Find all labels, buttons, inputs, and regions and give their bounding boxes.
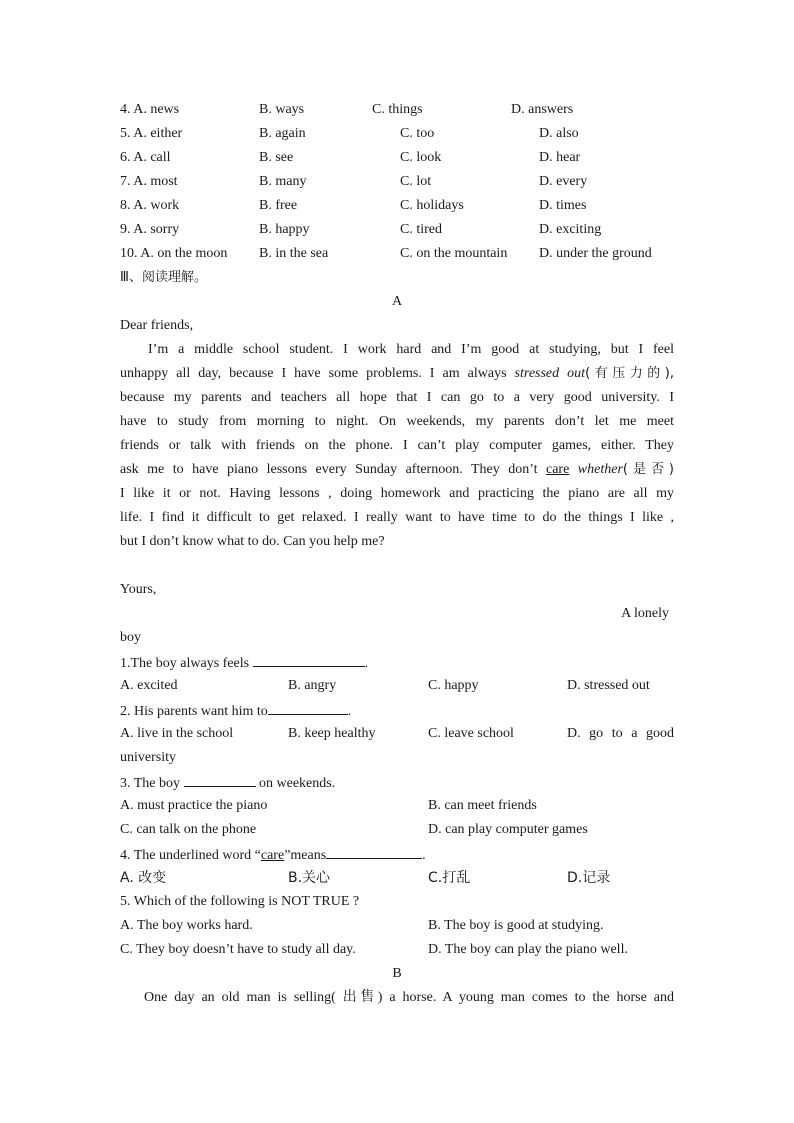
passage-line: have to study from morning to night. On weekends, my parents don’t let me meet	[120, 414, 674, 429]
question-stem: 3. The boy on weekends.	[120, 772, 335, 794]
whether-gloss: (是否)	[622, 462, 674, 477]
answer-blank[interactable]	[268, 700, 348, 715]
cloze-option-c: C. tired	[400, 222, 442, 237]
cloze-option-d: D. hear	[539, 150, 581, 165]
answer-option[interactable]: D. The boy can play the piano well.	[428, 942, 628, 957]
cloze-option-d: D. every	[539, 174, 588, 189]
question-stem: 1.The boy always feels .	[120, 652, 368, 674]
answer-option[interactable]: D. can play computer games	[428, 822, 588, 837]
answer-option[interactable]: A. excited	[120, 678, 178, 693]
answer-option[interactable]: D.记录	[567, 870, 611, 886]
cloze-option-a: 5. A. either	[120, 126, 183, 141]
passage-line: I like it or not. Having lessons , doing homework and practicing the piano are all my	[120, 486, 674, 501]
question-stem: 2. His parents want him to .	[120, 700, 351, 722]
answer-option[interactable]: B.关心	[288, 870, 331, 886]
answer-blank[interactable]	[326, 844, 422, 859]
question-stem: 4. The underlined word “care”means .	[120, 844, 426, 866]
cloze-option-c: C. holidays	[400, 198, 464, 213]
passage-b-body	[120, 986, 674, 1010]
cloze-option-b: B. ways	[259, 102, 305, 117]
answer-option[interactable]: A. The boy works hard.	[120, 918, 253, 933]
answer-option[interactable]: D. go to a good	[567, 726, 674, 741]
passage-line: ask me to have piano lessons every Sunday afternoon. They don’t care whether(是否)	[120, 462, 674, 477]
care-underlined: care	[546, 462, 570, 477]
cloze-option-d: D. also	[539, 126, 579, 141]
cloze-option-b: B. again	[259, 126, 306, 141]
passage-line: I’m a middle school student. I work hard and I’m good at studying, but I feel	[148, 342, 674, 357]
answer-option[interactable]: D. stressed out	[567, 678, 650, 693]
stressed-term: stressed out	[514, 366, 586, 381]
cloze-option-d: D. times	[539, 198, 587, 213]
cloze-option-c: C. look	[400, 150, 442, 165]
letter-greeting: Dear friends,	[120, 318, 194, 333]
passage-line: but I don’t know what to do. Can you help me?	[120, 534, 385, 549]
cloze-option-a: 7. A. most	[120, 174, 178, 189]
answer-option[interactable]: C. happy	[428, 678, 479, 693]
cloze-option-a: 4. A. news	[120, 102, 180, 117]
passage-line: One day an old man is selling( 出售) a horse. A young man comes to the horse and	[144, 990, 674, 1005]
answer-option[interactable]: A. must practice the piano	[120, 798, 268, 813]
answer-option[interactable]: B. can meet friends	[428, 798, 537, 813]
letter-signature: A lonely	[621, 606, 669, 621]
passage-a-body	[120, 338, 674, 554]
letter-signature-cont: boy	[120, 630, 141, 645]
cloze-option-d: D. under the ground	[539, 246, 652, 261]
cloze-option-c: C. things	[372, 102, 423, 117]
answer-option[interactable]: B. angry	[288, 678, 337, 693]
stressed-gloss: (有压力的),	[585, 366, 674, 381]
cloze-option-c: C. on the mountain	[400, 246, 508, 261]
question-stem: 5. Which of the following is NOT TRUE ?	[120, 894, 360, 909]
passage-b-label: B	[392, 966, 402, 981]
cloze-option-c: C. too	[400, 126, 435, 141]
cloze-option-d: D. answers	[511, 102, 574, 117]
letter-closing: Yours,	[120, 582, 157, 597]
answer-option[interactable]: A. live in the school	[120, 726, 234, 741]
answer-option[interactable]: C.打乱	[428, 870, 471, 886]
cloze-option-a: 10. A. on the moon	[120, 246, 228, 261]
passage-line: because my parents and teachers all hope that I can go to a very good university. I	[120, 390, 674, 405]
cloze-option-b: B. free	[259, 198, 298, 213]
answer-option[interactable]: C. can talk on the phone	[120, 822, 257, 837]
answer-option[interactable]: B. The boy is good at studying.	[428, 918, 604, 933]
passage-line: unhappy all day, because I have some problems. I am always stressed out(有压力的),	[120, 366, 674, 381]
answer-blank[interactable]	[184, 772, 256, 787]
cloze-option-a: 8. A. work	[120, 198, 180, 213]
answer-option[interactable]: C. leave school	[428, 726, 514, 741]
cloze-option-b: B. in the sea	[259, 246, 329, 261]
answer-blank[interactable]	[253, 652, 365, 667]
passage-a-label: A	[391, 294, 403, 309]
answer-option[interactable]: C. They boy doesn’t have to study all day.	[120, 942, 356, 957]
passage-line: life. I find it difficult to get relaxed. I really want to have time to do the things I like ,	[120, 510, 674, 525]
answer-option[interactable]: B. keep healthy	[288, 726, 376, 741]
whether-term: whether	[577, 462, 623, 477]
cloze-option-a: 6. A. call	[120, 150, 171, 165]
answer-option[interactable]: A. 改变	[120, 870, 167, 886]
answer-option-wrap: university	[120, 750, 176, 765]
cloze-option-d: D. exciting	[539, 222, 602, 237]
passage-line: friends or talk with friends on the phone. I can’t play computer games, either. They	[120, 438, 674, 453]
cloze-option-b: B. many	[259, 174, 307, 189]
section-heading: Ⅲ、阅读理解。	[120, 270, 207, 285]
cloze-option-c: C. lot	[400, 174, 432, 189]
cloze-option-b: B. see	[259, 150, 294, 165]
cloze-option-a: 9. A. sorry	[120, 222, 180, 237]
cloze-option-b: B. happy	[259, 222, 310, 237]
